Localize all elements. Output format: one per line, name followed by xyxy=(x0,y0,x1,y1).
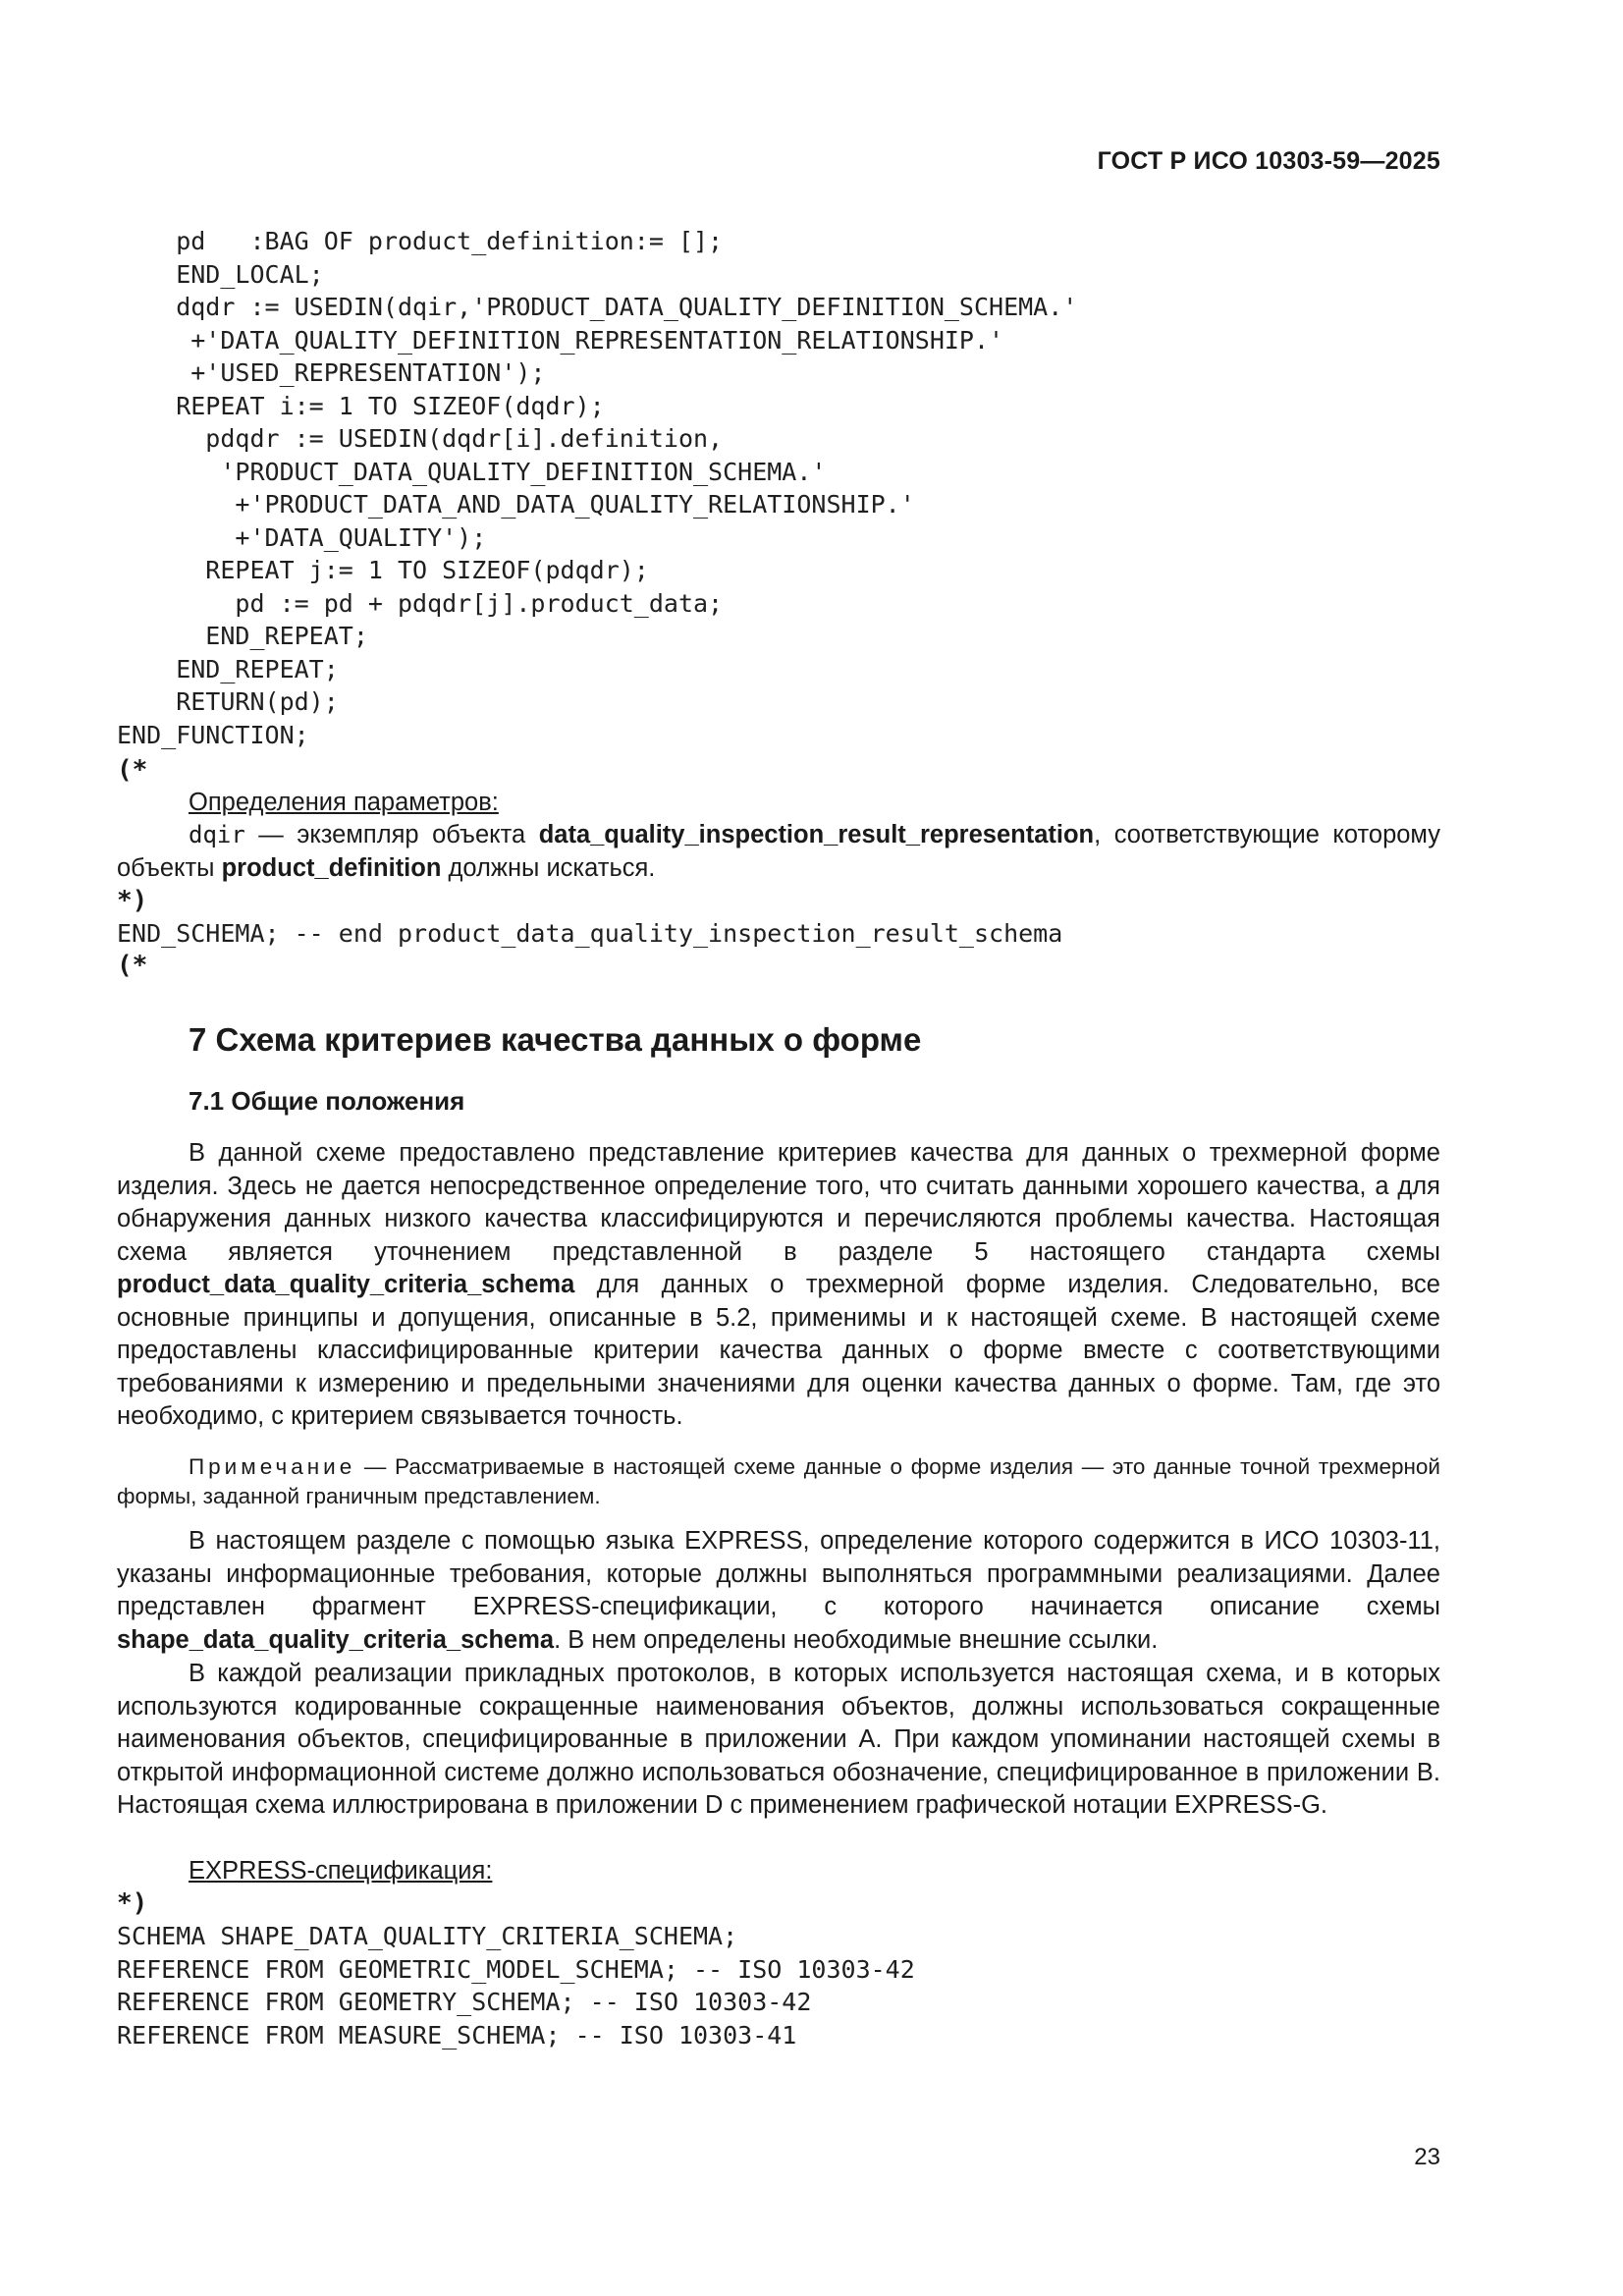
code-line: END_REPEAT; xyxy=(117,654,339,683)
express-specification-label: EXPRESS-спецификация: xyxy=(189,1857,493,1885)
section-title: 7 Схема критериев качества данных о форме xyxy=(189,1021,922,1058)
page-number: 23 xyxy=(1414,2144,1440,2170)
express-specification-heading xyxy=(117,1855,1440,1888)
code-line: SCHEMA SHAPE_DATA_QUALITY_CRITERIA_SCHEMA; xyxy=(117,1922,738,1950)
parameter-definitions-label: Определения параметров: xyxy=(189,789,499,816)
code-line: REFERENCE FROM GEOMETRY_SCHEMA; -- ISO 10303-42 xyxy=(117,1988,812,2016)
paragraph-general-3: В каждой реализации прикладных протоколов, в которых используется настоящая схема, и в которых используются кодированные сокращенные наименования объектов, должны использоваться сокращенные наименования объектов, специфицированные в приложении А. При каждом упоминании настоящей схемы в открытой информационной системе должно использоваться обозначение, специфицированное в приложении В. Настоящая схема иллюстрирована в приложении D с применением графической нотации EXPRESS-G. xyxy=(117,1660,1440,1819)
page-header: ГОСТ Р ИСО 10303-59—2025 xyxy=(1097,147,1440,175)
code-block-schema-start xyxy=(117,1920,915,2051)
code-line: REPEAT j:= 1 TO SIZEOF(pdqdr); xyxy=(117,556,649,584)
comment-close-marker-2: *) xyxy=(117,1888,148,1918)
code-line: REFERENCE FROM MEASURE_SCHEMA; -- ISO 10303-41 xyxy=(117,2020,797,2050)
note-paragraph: Примечание — Рассматриваемые в настоящей схеме данные о форме изделия — это данные точной трехмерной формы, заданной граничным представлением. xyxy=(117,1454,1440,1508)
code-line: END_REPEAT; xyxy=(117,622,368,650)
code-end-schema: END_SCHEMA; -- end product_data_quality_inspection_result_schema xyxy=(117,919,1063,948)
code-line: REFERENCE FROM GEOMETRIC_MODEL_SCHEMA; -- ISO 10303-42 xyxy=(117,1954,915,1984)
comment-open-marker: (* xyxy=(117,755,148,785)
code-line: 'PRODUCT_DATA_QUALITY_DEFINITION_SCHEMA.' xyxy=(117,457,827,486)
code-line: END_FUNCTION; xyxy=(117,720,309,749)
parameter-definitions-heading xyxy=(117,787,1440,820)
subsection-title: 7.1 Общие положения xyxy=(189,1086,465,1116)
comment-open-marker-2: (* xyxy=(117,951,148,980)
code-line: pd := pd + pdqdr[j].product_data; xyxy=(117,588,724,618)
paragraph-general-2: В настоящем разделе с помощью языка EXPRESS, определение которого содержится в ИСО 10303-11, указаны информационные требования, которые должны выполняться программными реализациями. Далее представлен фрагмент EXPRESS-спецификации, с которого начинается описание схемы shape_data_quality_criteria_schema. В нем определены необходимые внешние ссылки. xyxy=(117,1527,1440,1654)
parameter-definition-dqir: dqir — экземпляр объекта data_quality_inspection_result_representation, соответствующие которому объекты product_definition должны искаться. xyxy=(117,821,1440,882)
code-line: END_LOCAL; xyxy=(117,259,324,289)
code-line: +'DATA_QUALITY'); xyxy=(117,522,487,552)
code-line: +'USED_REPRESENTATION'); xyxy=(117,358,546,387)
code-line: +'DATA_QUALITY_DEFINITION_REPRESENTATION_RELATIONSHIP.' xyxy=(117,325,1004,355)
code-block-function-end xyxy=(117,225,1077,751)
paragraph-general-1: В данной схеме предоставлено представление критериев качества для данных о трехмерной форме изделия. Здесь не дается непосредственное определение того, что считать данными хорошего качества, а для обнаружения данных низкого качества классифицируются и перечисляются проблемы качества. Настоящая схема является уточнением представленной в разделе 5 настоящего стандарта схемы product_data_quality_criteria_schema для данных о трехмерной форме изделия. Следовательно, все основные принципы и допущения, описанные в 5.2, применимы и к настоящей схеме. В настоящей схеме предоставлены классифицированные критерии качества данных о форме вместе с соответствующими требованиями к измерению и предельными значениями для оценки качества данных о форме. Там, где это необходимо, с критерием связывается точность. xyxy=(117,1139,1440,1430)
code-line: RETURN(pd); xyxy=(117,687,339,716)
code-line: pd :BAG OF product_definition:= []; xyxy=(117,227,724,255)
code-line: pdqdr := USEDIN(dqdr[i].definition, xyxy=(117,424,724,453)
comment-close-marker: *) xyxy=(117,886,148,915)
code-line: dqdr := USEDIN(dqir,'PRODUCT_DATA_QUALITY_DEFINITION_SCHEMA.' xyxy=(117,293,1078,321)
code-line: +'PRODUCT_DATA_AND_DATA_QUALITY_RELATIONSHIP.' xyxy=(117,490,915,519)
code-line: REPEAT i:= 1 TO SIZEOF(dqdr); xyxy=(117,391,605,420)
